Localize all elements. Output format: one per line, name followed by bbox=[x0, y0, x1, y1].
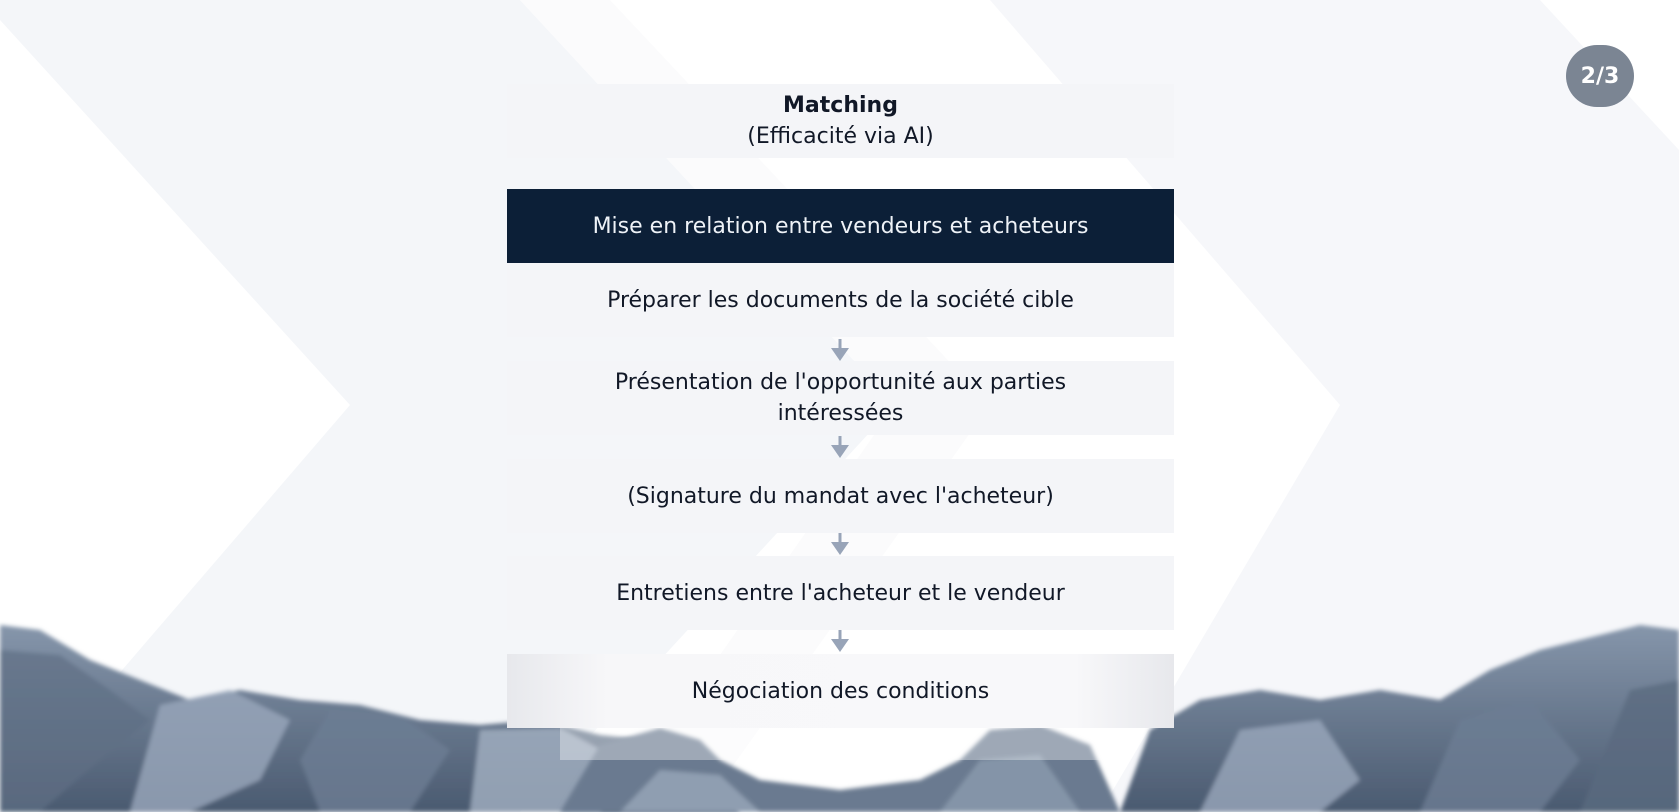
header-box bbox=[507, 84, 1174, 158]
down-arrow-icon bbox=[830, 339, 850, 361]
step-label: (Signature du mandat avec l'acheteur) bbox=[627, 483, 1054, 509]
down-arrow-icon bbox=[830, 630, 850, 652]
step-box-2 bbox=[507, 361, 1174, 435]
step-box-1 bbox=[507, 263, 1174, 337]
page-indicator-badge: 2/3 bbox=[1566, 45, 1634, 107]
step-label: Entretiens entre l'acheteur et le vendeur bbox=[616, 580, 1065, 606]
step-box-5 bbox=[507, 654, 1174, 728]
header-subtitle: (Efficacité via AI) bbox=[747, 124, 934, 149]
highlight-step-label: Mise en relation entre vendeurs et acheteurs bbox=[592, 213, 1089, 239]
step-box-4 bbox=[507, 556, 1174, 630]
step-label: Préparer les documents de la société cible bbox=[607, 287, 1074, 313]
header-title: Matching bbox=[783, 93, 898, 118]
step-label: Négociation des conditions bbox=[691, 678, 990, 704]
step-label: Présentation de l'opportunité aux parties intéressées bbox=[614, 370, 1067, 426]
down-arrow-icon bbox=[830, 533, 850, 555]
highlight-step-box bbox=[507, 189, 1174, 263]
down-arrow-icon bbox=[830, 436, 850, 458]
step-box-3 bbox=[507, 459, 1174, 533]
